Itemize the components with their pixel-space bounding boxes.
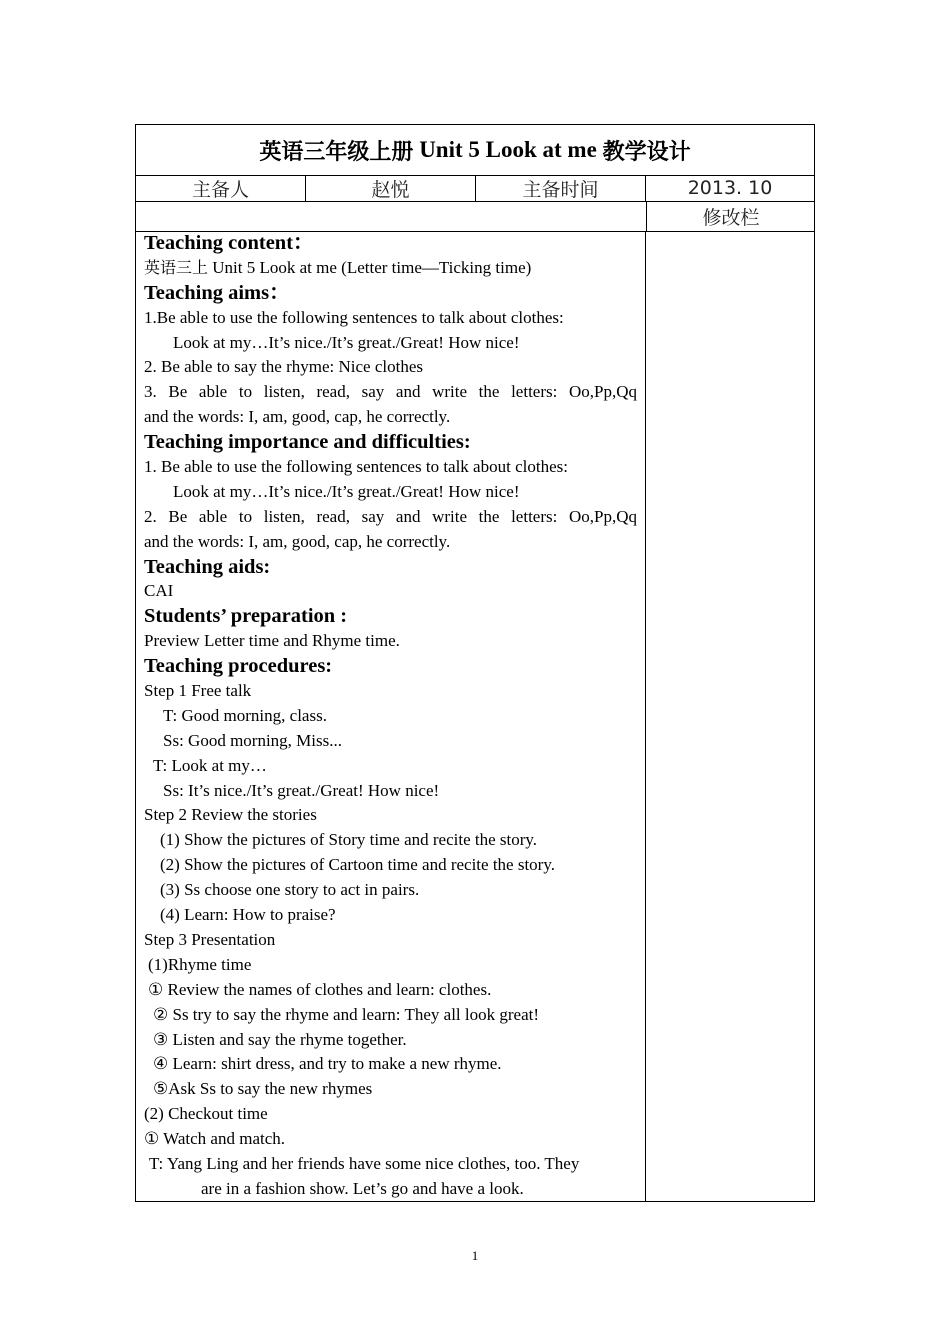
- preparer-label: 主备人: [136, 175, 306, 201]
- prep-time-label: 主备时间: [476, 175, 646, 201]
- step-1-line: T: Good morning, class.: [163, 705, 327, 725]
- step-2-line: (2) Show the pictures of Cartoon time and recite the story.: [160, 855, 555, 875]
- step-3-line: ⑤Ask Ss to say the new rhymes: [153, 1079, 373, 1099]
- content-en: Unit 5 Look at me (Letter time—Ticking time): [208, 257, 532, 277]
- prep-date: 2013. 10: [687, 177, 773, 199]
- importance-2: 2. Be able to listen, read, say and write the letters: Oo,Pp,Qq: [144, 506, 637, 526]
- heading-importance: Teaching importance and difficulties:: [144, 431, 471, 454]
- step-3-line: are in a fashion show. Let’s go and have a look.: [201, 1178, 524, 1198]
- step-3-line: ④ Learn: shirt dress, and try to make a new rhyme.: [153, 1054, 502, 1074]
- heading-teaching-content: Teaching content：: [144, 232, 314, 254]
- content-line: [144, 256, 637, 281]
- importance-1-sentences: Look at my…It’s nice./It’s great./Great! How nice!: [173, 481, 520, 501]
- heading-teaching-aims: Teaching aims：: [144, 281, 290, 304]
- title-english: Unit 5 Look at me: [413, 137, 603, 162]
- revision-column-label: 修改栏: [646, 201, 815, 231]
- aim-1: 1.Be able to use the following sentences to talk about clothes:: [144, 307, 564, 327]
- step-3-line: T: Yang Ling and her friends have some nice clothes, too. They: [149, 1153, 580, 1173]
- teaching-aids: CAI: [144, 581, 174, 601]
- step-2-line: (4) Learn: How to praise?: [160, 905, 336, 925]
- heading-teaching-procedures: Teaching procedures:: [144, 655, 333, 678]
- info-row: [136, 175, 814, 202]
- importance-1: 1. Be able to use the following sentences to talk about clothes:: [144, 457, 568, 477]
- aim-1-sentences: Look at my…It’s nice./It’s great./Great! How nice!: [173, 332, 520, 352]
- step-2-line: (3) Ss choose one story to act in pairs.: [160, 880, 420, 900]
- step-3-line: ③ Listen and say the rhyme together.: [153, 1029, 407, 1049]
- content-zh: 英语三上: [144, 257, 209, 277]
- aim-3-words: and the words: I, am, good, cap, he correctly.: [144, 407, 451, 427]
- heading-students-preparation: Students’ preparation :: [144, 605, 348, 628]
- lesson-plan-table: [135, 124, 815, 1202]
- aim-3: 3. Be able to listen, read, say and write the letters: Oo,Pp,Qq: [144, 382, 637, 402]
- students-preparation: Preview Letter time and Rhyme time.: [144, 631, 400, 651]
- title-chinese-suffix: 教学设计: [602, 139, 691, 165]
- step-3-line: ① Watch and match.: [144, 1129, 286, 1149]
- document-title: [136, 125, 814, 176]
- step-3-line: ① Review the names of clothes and learn: clothes.: [148, 979, 492, 999]
- step-2-line: (1) Show the pictures of Story time and recite the story.: [160, 830, 538, 850]
- importance-2-words: and the words: I, am, good, cap, he correctly.: [144, 531, 451, 551]
- heading-teaching-aids: Teaching aids:: [144, 555, 271, 578]
- step-2: Step 2 Review the stories: [144, 805, 317, 825]
- step-3: Step 3 Presentation: [144, 929, 276, 949]
- revision-header-row: [136, 201, 814, 232]
- page-number: 1: [471, 1248, 479, 1263]
- title-chinese: 英语三年级上册: [259, 139, 414, 165]
- step-1-line: T: Look at my…: [153, 755, 267, 775]
- step-1-line: Ss: It’s nice./It’s great./Great! How nice!: [163, 780, 440, 800]
- aim-2: 2. Be able to say the rhyme: Nice clothes: [144, 357, 423, 377]
- content-cell: [136, 231, 646, 1201]
- step-1-line: Ss: Good morning, Miss...: [163, 730, 342, 750]
- step-1: Step 1 Free talk: [144, 681, 252, 701]
- step-3-line: ② Ss try to say the rhyme and learn: They all look great!: [153, 1004, 539, 1024]
- step-3-line: (2) Checkout time: [144, 1104, 268, 1124]
- step-3-line: (1)Rhyme time: [148, 954, 252, 974]
- preparer-name: 赵悦: [306, 175, 476, 201]
